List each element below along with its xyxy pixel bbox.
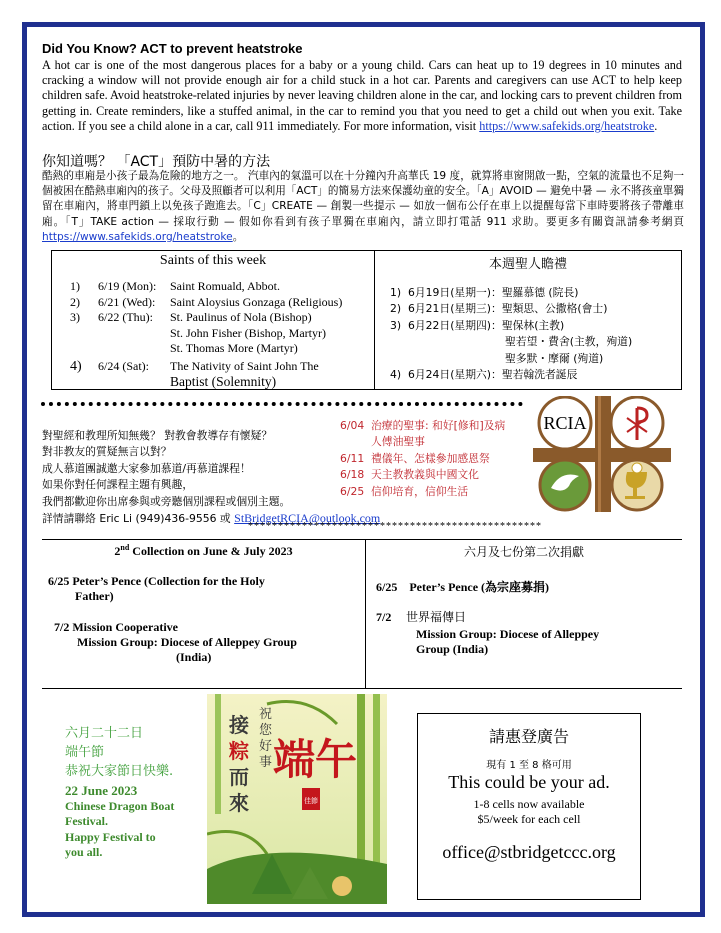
saint-zh-text: 6月24日(星期六)：聖若翰洗者誕辰 [408, 368, 578, 382]
svg-text:而: 而 [229, 765, 249, 789]
saint-en-4 [70, 359, 342, 390]
saint-en-num: 4) [70, 358, 82, 374]
rcia-logo [533, 396, 671, 512]
saint-zh-3b [390, 334, 632, 350]
ad-box [417, 713, 641, 900]
collection-zh-item2 [376, 610, 599, 657]
collection-title-zh: 六月及七份第二次捐獻 [463, 545, 584, 559]
saint-zh-num [390, 351, 505, 367]
collection-en-item2 [54, 620, 297, 665]
heatstroke-zh-link[interactable]: https://www.safekids.org/heatstroke [42, 230, 233, 243]
rcia-logo-text: RCIA [543, 413, 587, 433]
collection-en-item1 [48, 574, 265, 604]
saint-en-num: 1) [70, 279, 80, 293]
heatstroke-title: Did You Know? ACT to prevent heatstroke [42, 41, 303, 56]
rcia-schedule [340, 418, 505, 500]
ad-email[interactable]: office@stbridgetccc.org [442, 842, 616, 862]
saint-zh-1 [390, 285, 632, 301]
festival-zh [65, 724, 173, 781]
collection-box [42, 539, 682, 689]
rcia-line: 對聖經和教理所知無幾？ 對教會教導存有懷疑？ [42, 429, 273, 442]
rcia-schedule-item [340, 434, 505, 450]
saint-en-line: Baptist (Solemnity) [170, 374, 277, 389]
collection-zh-date: 7/2 [376, 610, 392, 624]
saint-en-name [170, 359, 319, 390]
rcia-line: 我們都歡迎你出席參與或旁聽個別課程或個別主題。 [42, 494, 291, 508]
saint-en-num: 2) [70, 294, 80, 309]
festival-en-line: Happy Festival to [65, 829, 156, 844]
stars-divider: ************************************************* [248, 521, 542, 532]
collection-divider [365, 540, 366, 688]
festival-image-seal: 佳節 [304, 797, 318, 805]
saint-zh-num: 1) [390, 286, 402, 299]
collection-title-text: Collection on June & July 2023 [129, 544, 293, 558]
festival-zh-line: 六月二十二日 [65, 726, 144, 741]
ad-line2: $5/week for each cell [477, 812, 581, 826]
festival-en-line: Chinese Dragon Boat [65, 798, 175, 813]
rcia-schedule-text: 天主教教義與中國文化 [371, 468, 479, 482]
collection-title-num: 2 [114, 544, 121, 558]
saint-en-date: 6/19 (Mon): [98, 279, 157, 293]
rcia-schedule-text: 信仰培育，信仰生活 [371, 484, 469, 498]
collection-en-line: (India) [176, 650, 212, 664]
saint-zh-text: 6月19日(星期一)：聖羅慕德 (院長) [408, 286, 579, 299]
rcia-schedule-item [340, 451, 505, 467]
svg-text:好: 好 [259, 739, 273, 754]
rcia-contact-text: 詳情請聯絡 Eric Li (949)436-9556 或 [42, 512, 231, 526]
ad-zh-sub: 現有 1 至 8 格可用 [486, 760, 572, 771]
rcia-schedule-text: 禮儀年、怎樣參加感恩祭 [371, 451, 490, 465]
saints-list-zh [390, 285, 632, 383]
saint-en-3 [70, 310, 342, 357]
saint-en-name: Saint Aloysius Gonzaga (Religious) [170, 294, 343, 309]
saint-zh-3 [390, 318, 632, 334]
rcia-schedule-date: 6/18 [340, 468, 365, 482]
dragon-boat-image [207, 694, 387, 904]
svg-text:來: 來 [229, 791, 249, 815]
rcia-schedule-text: 治療的聖事: 和好[修和]及病 [371, 419, 506, 432]
festival-en [65, 783, 174, 861]
collection-zh-item1: 6/25 Peter’s Pence (為宗座募捐) [376, 580, 550, 594]
svg-text:祝: 祝 [259, 707, 273, 722]
dotted-divider [41, 402, 523, 406]
festival-en-line: you all. [65, 845, 103, 859]
saint-en-num: 3) [70, 310, 80, 324]
saint-en-line: St. John Fisher (Bishop, Martyr) [170, 325, 326, 340]
saint-zh-num: 2) [390, 302, 402, 316]
festival-zh-line: 端午節 [65, 745, 105, 760]
saint-en-name [170, 310, 326, 357]
saints-title-en: Saints of this week [159, 253, 267, 268]
saint-en-line: St. Thomas More (Martyr) [170, 341, 298, 355]
svg-text:事: 事 [259, 755, 273, 770]
heatstroke-paragraph [42, 58, 682, 134]
saint-en-date: 6/24 (Sat): [98, 358, 149, 373]
rcia-text [42, 428, 380, 527]
collection-en-line: 6/25 Peter’s Pence (Collection for the Holy [48, 574, 265, 588]
rcia-line: 成人慕道團誠邀大家參加慕道/再慕道課程！ [42, 461, 251, 475]
collection-en-line: 7/2 Mission Cooperative [54, 620, 178, 634]
heatstroke-zh-title: 你知道嗎？ 「ACT」預防中暑的方法 [42, 154, 271, 170]
saint-zh-num: 4) [390, 368, 402, 382]
rcia-line: 對非教友的質疑無言以對？ [42, 445, 172, 459]
rcia-schedule-date: 6/11 [340, 451, 365, 465]
rcia-schedule-item [340, 484, 505, 500]
rcia-schedule-date: 6/04 [340, 419, 365, 432]
saint-zh-3c [390, 351, 632, 367]
festival-en-line: Festival. [65, 814, 108, 828]
collection-zh-line: Mission Group: Diocese of Alleppey [416, 627, 600, 641]
saint-en-1 [70, 279, 342, 295]
rcia-schedule-text: 人傅油聖事 [371, 435, 425, 449]
saint-en-name: Saint Romuald, Abbot. [170, 279, 281, 293]
svg-text:粽: 粽 [229, 739, 249, 763]
heatstroke-zh-paragraph [42, 169, 684, 245]
saints-list-en [70, 279, 342, 390]
heatstroke-link[interactable]: https://www.safekids.org/heatstroke [479, 118, 655, 133]
saint-en-2 [70, 295, 342, 311]
collection-title-sup: nd [120, 543, 130, 552]
festival-en-date: 22 June 2023 [65, 783, 138, 798]
collection-en-line: Mission Group: Diocese of Alleppey Group [77, 635, 297, 649]
svg-text:您: 您 [259, 723, 273, 738]
saint-zh-2 [390, 301, 632, 317]
collection-en-line: Father) [75, 589, 114, 603]
ad-en-title: This could be your ad. [448, 772, 610, 792]
saint-zh-num [390, 334, 505, 350]
rcia-schedule-date [340, 434, 371, 450]
saint-en-line: St. Paulinus of Nola (Bishop) [170, 310, 312, 324]
saints-title-zh: 本週聖人瞻禮 [488, 257, 567, 272]
rcia-line: 如果你對任何課程主題有興趣， [42, 478, 194, 492]
heatstroke-text: A hot car is one of the most dangerous places for a baby or a young child. Cars can heat up to 19 degrees in 10 minutes and cracking a window will not provide enough air for a child stuck in a hot car. Parents and caregivers can use ACT to help keep children safe. Avoid heatstroke-related injuries by never leaving children alone in the car, and locking cars to prevent children from getting in. Create reminders, like a stuffed animal, in the car to remind you that you need to get a child out when you exit. Take action. If you see a child alone in a car, call 911 immediately. For more information, visit [42, 58, 682, 133]
festival-image-title: 端午 [272, 735, 358, 784]
heatstroke-zh-link-suffix: 。 [232, 230, 244, 243]
saint-en-date: 6/22 (Thu): [98, 310, 153, 324]
festival-image-char: 接 [229, 713, 249, 737]
saint-zh-text: 聖多默・摩爾 (殉道) [505, 351, 604, 365]
rcia-schedule-date: 6/25 [340, 484, 365, 498]
festival-zh-line: 恭祝大家節日快樂. [65, 764, 174, 779]
saint-zh-text: 6月22日(星期四)：聖保林(主教) [408, 318, 565, 332]
saints-box [51, 250, 682, 390]
collection-zh-line: Group (India) [416, 642, 489, 656]
collection-title-en [42, 543, 365, 559]
saint-zh-text: 6月21日(星期三)：聖類思、公撒格(會士) [408, 302, 608, 316]
saint-zh-num: 3) [390, 318, 402, 332]
rcia-schedule-item [340, 418, 505, 434]
saint-zh-4 [390, 367, 632, 383]
saint-zh-text: 聖若望・費舍(主教，殉道) [505, 335, 633, 349]
saint-en-line: The Nativity of Saint John The [170, 358, 319, 373]
ad-zh-title: 請惠登廣告 [488, 727, 569, 746]
heatstroke-link-suffix: . [654, 118, 658, 133]
heatstroke-zh-text: 酷熱的車廂是小孩子最為危險的地方之一。 汽車內的氣溫可以在十分鐘內升高華氏 19 度，就算將車窗開啟一點，空氣的流量也不足夠一個被困在酷熱車廂內的孩子。父母及照顧者可以利用「ACT」的簡易方法來保護幼童的安全。「A」AVOID — 避免中暑 — 永不將孩童單獨留在車廂內，將車門鎖上以免孩子跑進去。「C」CREATE — 創製一些提示 — 如放一個布公仔在車上以提醒每當下車時要將孩子帶離車廂。「T」TAKE action — 採取行動 — 假如你看到有孩子單獨在車廂內，請立即打電話 911 求助。要更多有關資訊請參考網頁 [42, 170, 684, 228]
rcia-schedule-item [340, 467, 505, 483]
ad-line1: 1-8 cells now available [473, 797, 585, 811]
saint-en-date: 6/21 (Wed): [98, 294, 156, 309]
collection-zh-title: 世界福傳日 [406, 610, 467, 624]
rcia-email-link[interactable]: StBridgetRCIA@outlook.com [234, 511, 381, 526]
